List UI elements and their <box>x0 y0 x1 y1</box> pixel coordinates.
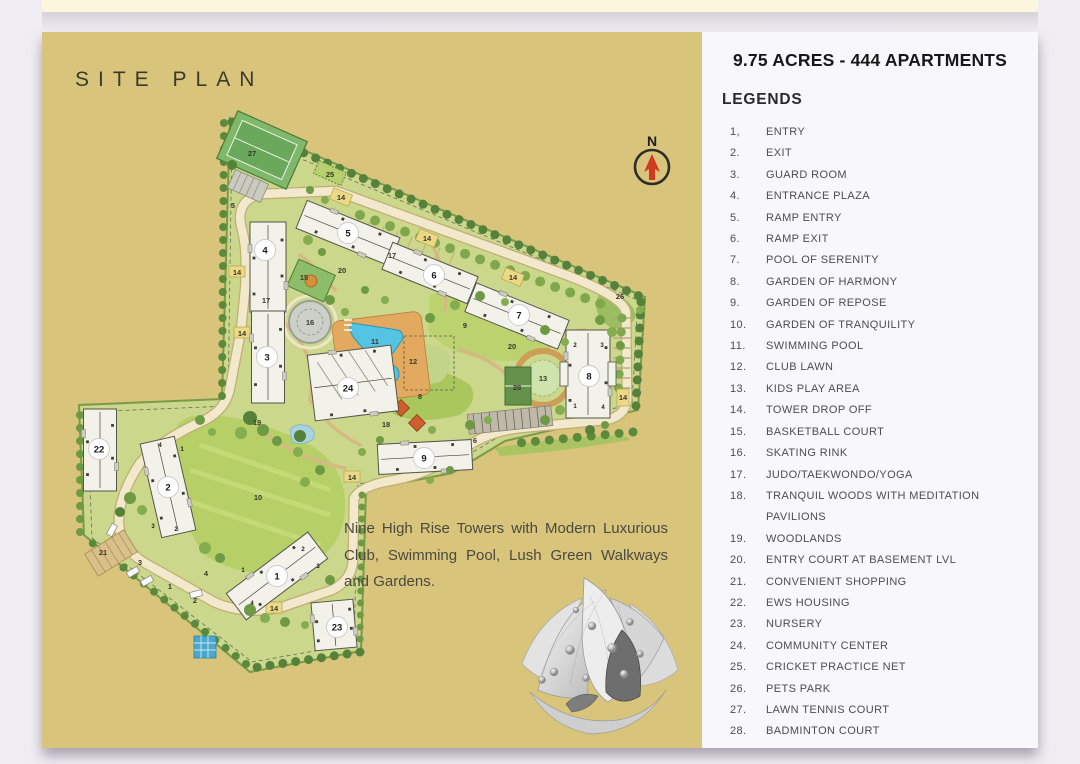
tree <box>215 553 225 563</box>
legend-item <box>702 143 1038 164</box>
tower-marker <box>338 378 359 399</box>
tree <box>137 505 147 515</box>
tree <box>321 196 329 204</box>
area-label: 6 <box>472 436 478 445</box>
legend-item <box>702 721 1038 742</box>
tower-marker <box>158 477 179 498</box>
legend-item <box>702 315 1038 336</box>
tree <box>376 436 384 444</box>
area-label: 14 <box>232 268 242 277</box>
legend-item <box>702 550 1038 571</box>
legend-item-label: ENTRY COURT AT BASEMENT LVL <box>766 554 957 567</box>
tree <box>115 507 125 517</box>
legend-item-label: TOWER DROP OFF <box>766 404 873 417</box>
legend-item-number: 20. <box>730 554 747 567</box>
legend-item <box>702 636 1038 657</box>
area-label: 18 <box>381 420 391 429</box>
area-label: 19 <box>252 418 262 427</box>
tree <box>303 235 313 245</box>
tree <box>208 428 216 436</box>
legend-item-label: PETS PARK <box>766 682 831 695</box>
tree <box>301 621 309 629</box>
tree <box>601 421 609 429</box>
tower-marker <box>579 366 600 387</box>
unit-label: 4 <box>158 443 162 449</box>
tree <box>361 286 369 294</box>
tower-marker <box>89 439 110 460</box>
legend-item-label: GARDEN OF REPOSE <box>766 297 887 310</box>
area-label: 14 <box>269 604 279 613</box>
tree <box>540 415 550 425</box>
legend-item <box>702 529 1038 550</box>
area-label: 20 <box>337 266 347 275</box>
legend-item-number: 10. <box>730 318 747 331</box>
tree <box>636 306 644 314</box>
compass-arrow-icon <box>644 154 660 180</box>
legend-item-label: SKATING RINK <box>766 447 848 460</box>
area-label: 16 <box>305 318 315 327</box>
legend-item <box>702 357 1038 378</box>
legend-item-label: TRANQUIL WOODS WITH MEDITATION PAVILIONS <box>766 489 980 524</box>
unit-label: 1 <box>180 447 184 453</box>
tower-marker <box>255 240 276 261</box>
tree <box>446 466 454 474</box>
site-plan-card <box>42 32 1038 748</box>
legend-item <box>702 422 1038 443</box>
svg-text:23: 23 <box>331 622 343 634</box>
legend-panel <box>702 32 1038 748</box>
legend-item <box>702 657 1038 678</box>
legend-item-number: 4. <box>730 190 740 203</box>
legend-item-label: CONVENIENT SHOPPING <box>766 575 907 588</box>
tree <box>293 447 303 457</box>
tower-marker <box>414 448 435 469</box>
unit-label: 1 <box>573 404 577 410</box>
tree <box>195 415 205 425</box>
legend-item <box>702 208 1038 229</box>
panel-title: 9.75 ACRES - 444 APARTMENTS <box>732 50 1008 70</box>
area-label: 2 <box>192 596 198 605</box>
tree <box>475 291 485 301</box>
area-label: 25 <box>325 170 335 179</box>
unit-label: 2 <box>301 547 305 553</box>
legend-item-label: LAWN TENNIS COURT <box>766 703 890 716</box>
legend-item-number: 11. <box>730 340 746 353</box>
legend-item-number: 3. <box>730 168 740 181</box>
unit-label: 1 <box>241 568 245 574</box>
unit-label: 4 <box>250 601 254 607</box>
area-label: 4 <box>203 569 209 578</box>
tree <box>325 575 335 585</box>
legend-item-number: 18. <box>730 489 747 502</box>
legend-item-number: 15. <box>730 425 747 438</box>
area-label: 15 <box>299 273 309 282</box>
compass <box>635 133 669 184</box>
legend-item-label: EWS HOUSING <box>766 596 850 609</box>
unit-label: 2 <box>573 343 577 349</box>
site-plan-illustration <box>42 32 702 748</box>
tree <box>235 427 247 439</box>
legend-list <box>702 122 1038 743</box>
legend-item-label: SWIMMING POOL <box>766 340 864 353</box>
tree <box>341 308 349 316</box>
area-label: 5 <box>230 201 236 210</box>
legend-item <box>702 572 1038 593</box>
area-label: 9 <box>462 321 468 330</box>
svg-text:4: 4 <box>262 245 268 257</box>
lotus-illustration <box>522 578 678 734</box>
area-label: 14 <box>618 393 628 402</box>
legend-item-label: GUARD ROOM <box>766 168 847 181</box>
area-label: 13 <box>538 374 548 383</box>
legend-item-label: COMMUNITY CENTER <box>766 639 889 652</box>
legend-item-label: POOL OF SERENITY <box>766 254 879 267</box>
legend-item-number: 2. <box>730 147 740 160</box>
tree <box>199 542 211 554</box>
strip-shadow <box>42 12 1038 32</box>
legend-item-number: 9. <box>730 297 740 310</box>
tree <box>315 465 325 475</box>
unit-label: 3 <box>151 524 155 530</box>
tower-marker <box>327 617 348 638</box>
area-label: 26 <box>615 292 625 301</box>
plan-description-text: Nine High Rise Towers with Modern Luxurious Club, Swimming Pool, Lush Green Walkways and Gardens. <box>344 520 668 590</box>
legend-item-label: RAMP ENTRY <box>766 211 842 224</box>
area-label: 14 <box>422 234 432 243</box>
legend-item-label: ENTRY <box>766 126 806 138</box>
svg-text:1: 1 <box>274 571 280 583</box>
tower-marker <box>424 265 445 286</box>
area-label: 14 <box>336 193 346 202</box>
legend-item <box>702 293 1038 314</box>
svg-text:22: 22 <box>93 444 105 456</box>
legend-item-number: 24. <box>730 639 747 652</box>
legend-item-number: 27. <box>730 703 747 716</box>
legend-item-number: 19. <box>730 532 747 545</box>
legend-item-label: ENTRANCE PLAZA <box>766 190 871 203</box>
legend-item <box>702 122 1038 143</box>
area-label: 20 <box>507 342 517 351</box>
tower-marker <box>509 305 530 326</box>
legend-item <box>702 443 1038 464</box>
legend-item-number: 28. <box>730 725 747 738</box>
area-label: 14 <box>237 329 247 338</box>
legend-item-label: GARDEN OF HARMONY <box>766 275 898 288</box>
tree <box>484 416 492 424</box>
legend-item <box>702 593 1038 614</box>
legends-heading: LEGENDS <box>722 91 803 108</box>
tree <box>465 420 475 430</box>
area-label: 14 <box>347 473 357 482</box>
tree <box>280 617 290 627</box>
tree <box>607 327 617 337</box>
tree <box>501 298 509 306</box>
legend-item <box>702 486 1038 529</box>
legend-item-number: 23. <box>730 618 747 631</box>
svg-text:8: 8 <box>586 371 592 383</box>
legend-item-label: EXIT <box>766 147 793 160</box>
unit-label: 2 <box>174 527 178 533</box>
svg-text:5: 5 <box>345 228 351 240</box>
area-label: 3 <box>137 558 143 567</box>
legend-item <box>702 700 1038 721</box>
site-plan-region <box>42 32 702 748</box>
legend-item-label: RAMP EXIT <box>766 233 829 246</box>
tower-marker <box>338 223 359 244</box>
legend-item <box>702 400 1038 421</box>
svg-text:2: 2 <box>165 482 171 494</box>
tree <box>595 315 605 325</box>
area-label: 14 <box>508 273 518 282</box>
legend-item-number: 22. <box>730 596 747 609</box>
svg-text:3: 3 <box>264 352 270 364</box>
site-plan-title: SITE PLAN <box>75 68 264 91</box>
page-top-strip <box>42 0 1038 12</box>
legend-item-number: 7. <box>730 254 740 267</box>
tree <box>294 430 306 442</box>
legend-item-number: 17. <box>730 468 747 481</box>
svg-text:9: 9 <box>421 453 427 465</box>
tower-marker <box>257 347 278 368</box>
tree <box>450 300 460 310</box>
legend-item-label: GARDEN OF TRANQUILITY <box>766 318 916 331</box>
legend-item-number: 14. <box>730 404 747 417</box>
unit-label: 3 <box>316 564 320 570</box>
legend-item-label: KIDS PLAY AREA <box>766 382 860 395</box>
tree <box>428 426 436 434</box>
tree <box>325 295 335 305</box>
legend-item-number: 6. <box>730 233 740 246</box>
unit-label: 4 <box>601 405 605 411</box>
unit-label: 3 <box>600 343 604 349</box>
tree <box>381 296 389 304</box>
legend-item <box>702 229 1038 250</box>
tree <box>124 492 136 504</box>
tower-marker <box>267 566 288 587</box>
area-label: 21 <box>98 548 108 557</box>
area-label: 12 <box>408 357 418 366</box>
legend-item-number: 21. <box>730 575 747 588</box>
tree <box>426 476 434 484</box>
legend-item-label: CLUB LAWN <box>766 361 834 374</box>
area-label: 8 <box>417 392 423 401</box>
tree <box>616 341 624 349</box>
area-label: 11 <box>371 337 379 346</box>
legend-item-number: 5. <box>730 211 740 224</box>
legend-item-label: JUDO/TAEKWONDO/YOGA <box>766 468 913 481</box>
legend-item-number: 16. <box>730 447 747 460</box>
legend-item <box>702 250 1038 271</box>
legend-item <box>702 379 1038 400</box>
legend-item-number: 12. <box>730 361 747 374</box>
svg-text:7: 7 <box>516 310 522 322</box>
tree <box>358 448 366 456</box>
legend-item-label: NURSERY <box>766 618 823 631</box>
tree <box>561 338 569 346</box>
legend-item-label: WOODLANDS <box>766 532 842 545</box>
tree <box>585 425 595 435</box>
tree <box>425 313 435 323</box>
legend-item-number: 26. <box>730 682 747 695</box>
svg-text:24: 24 <box>342 383 354 395</box>
legend-item-number: 13. <box>730 382 747 395</box>
legend-item-label: BADMINTON COURT <box>766 725 880 738</box>
legend-item-number: 8. <box>730 275 740 288</box>
tree <box>272 436 282 446</box>
tree <box>227 160 237 170</box>
area-label: 1 <box>167 582 173 591</box>
legend-item-number: 1, <box>730 126 740 138</box>
svg-text:6: 6 <box>431 270 437 282</box>
legend-item <box>702 336 1038 357</box>
legend-item <box>702 679 1038 700</box>
legend-item <box>702 272 1038 293</box>
area-label: 17 <box>387 251 397 260</box>
legend-item <box>702 465 1038 486</box>
legend-item-number: 25. <box>730 661 747 674</box>
tree <box>306 186 314 194</box>
legend-item <box>702 165 1038 186</box>
tree <box>540 325 550 335</box>
legend-item <box>702 186 1038 207</box>
legend-item-label: BASKETBALL COURT <box>766 425 885 438</box>
legend-item-label: CRICKET PRACTICE NET <box>766 661 906 674</box>
legend-item <box>702 614 1038 635</box>
area-label: 27 <box>247 149 257 158</box>
tree <box>300 477 310 487</box>
area-label: 17 <box>261 296 271 305</box>
compass-north-label: N <box>646 133 658 149</box>
area-label: 10 <box>253 493 263 502</box>
area-label: 28 <box>512 383 522 392</box>
tree <box>555 405 565 415</box>
tree <box>318 248 326 256</box>
tree <box>260 613 270 623</box>
